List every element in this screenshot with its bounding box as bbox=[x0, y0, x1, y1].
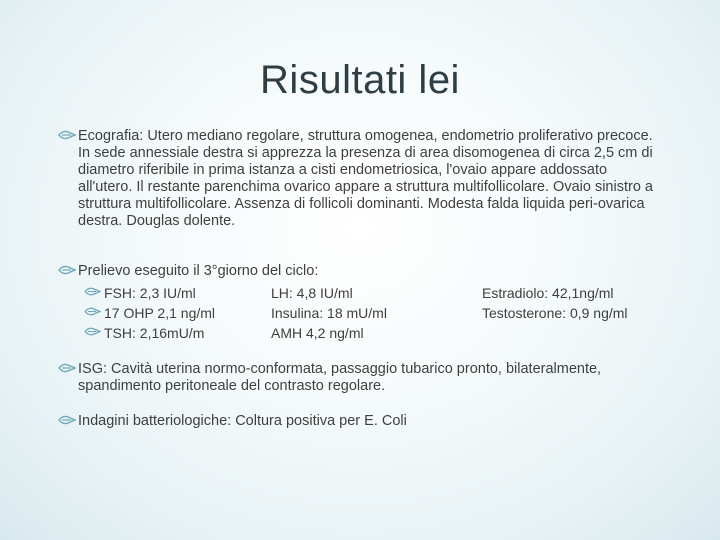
feather-arrow-bullet-icon bbox=[84, 286, 101, 297]
feather-arrow-bullet-icon bbox=[58, 264, 76, 276]
lab-result-text: TSH: 2,16mU/m bbox=[104, 325, 205, 341]
lab-result-text: 17 OHP 2,1 ng/ml bbox=[104, 305, 216, 321]
lab-result-fsh bbox=[84, 285, 196, 302]
lab-result-tsh bbox=[84, 325, 204, 342]
feather-arrow-bullet-icon bbox=[58, 414, 76, 426]
feather-arrow-bullet-icon bbox=[84, 326, 101, 337]
bullet-item-batteriologiche bbox=[58, 413, 658, 430]
lab-result-text: FSH: 2,3 IU/ml bbox=[104, 285, 196, 301]
feather-arrow-bullet-icon bbox=[58, 129, 76, 141]
bullet-text: Ecografia: Utero mediano regolare, struttura omogenea, endometrio proliferativo precoce. In sede annessiale destra si apprezza la presenza di area disomogenea di circa 2,5 cm di diametro riferibile in prima istanza a cisti endometriosica, l'ovaio appare addossato all'utero. Il restante parenchima ovarico appare a struttura multifollicolare. Ovaio sinistro a struttura multifollicolare. Assenza di follicoli dominanti. Modesta falda liquida peri-ovarica destra. Douglas dolente. bbox=[78, 128, 653, 229]
lab-result-17ohp bbox=[84, 305, 215, 322]
bullet-text: Prelievo eseguito il 3°giorno del ciclo: bbox=[78, 263, 319, 279]
bullet-text: Indagini batteriologiche: Coltura positiva per E. Coli bbox=[78, 413, 407, 429]
feather-arrow-bullet-icon bbox=[84, 306, 101, 317]
lab-result-lh: LH: 4,8 IU/ml bbox=[271, 285, 353, 301]
lab-result-insulina: Insulina: 18 mU/ml bbox=[271, 305, 387, 321]
feather-arrow-bullet-icon bbox=[58, 362, 76, 374]
lab-result-estradiolo: Estradiolo: 42,1ng/ml bbox=[482, 285, 614, 301]
bullet-item-ecografia bbox=[58, 128, 658, 230]
lab-result-amh: AMH 4,2 ng/ml bbox=[271, 325, 364, 341]
bullet-item-isg bbox=[58, 361, 658, 395]
slide-title: Risultati lei bbox=[260, 58, 460, 102]
bullet-item-prelievo bbox=[58, 263, 658, 280]
lab-result-testosterone: Testosterone: 0,9 ng/ml bbox=[482, 305, 628, 321]
bullet-text: ISG: Cavità uterina normo-conformata, passaggio tubarico pronto, bilateralmente, spandimento peritoneale del contrasto regolare. bbox=[78, 361, 602, 394]
